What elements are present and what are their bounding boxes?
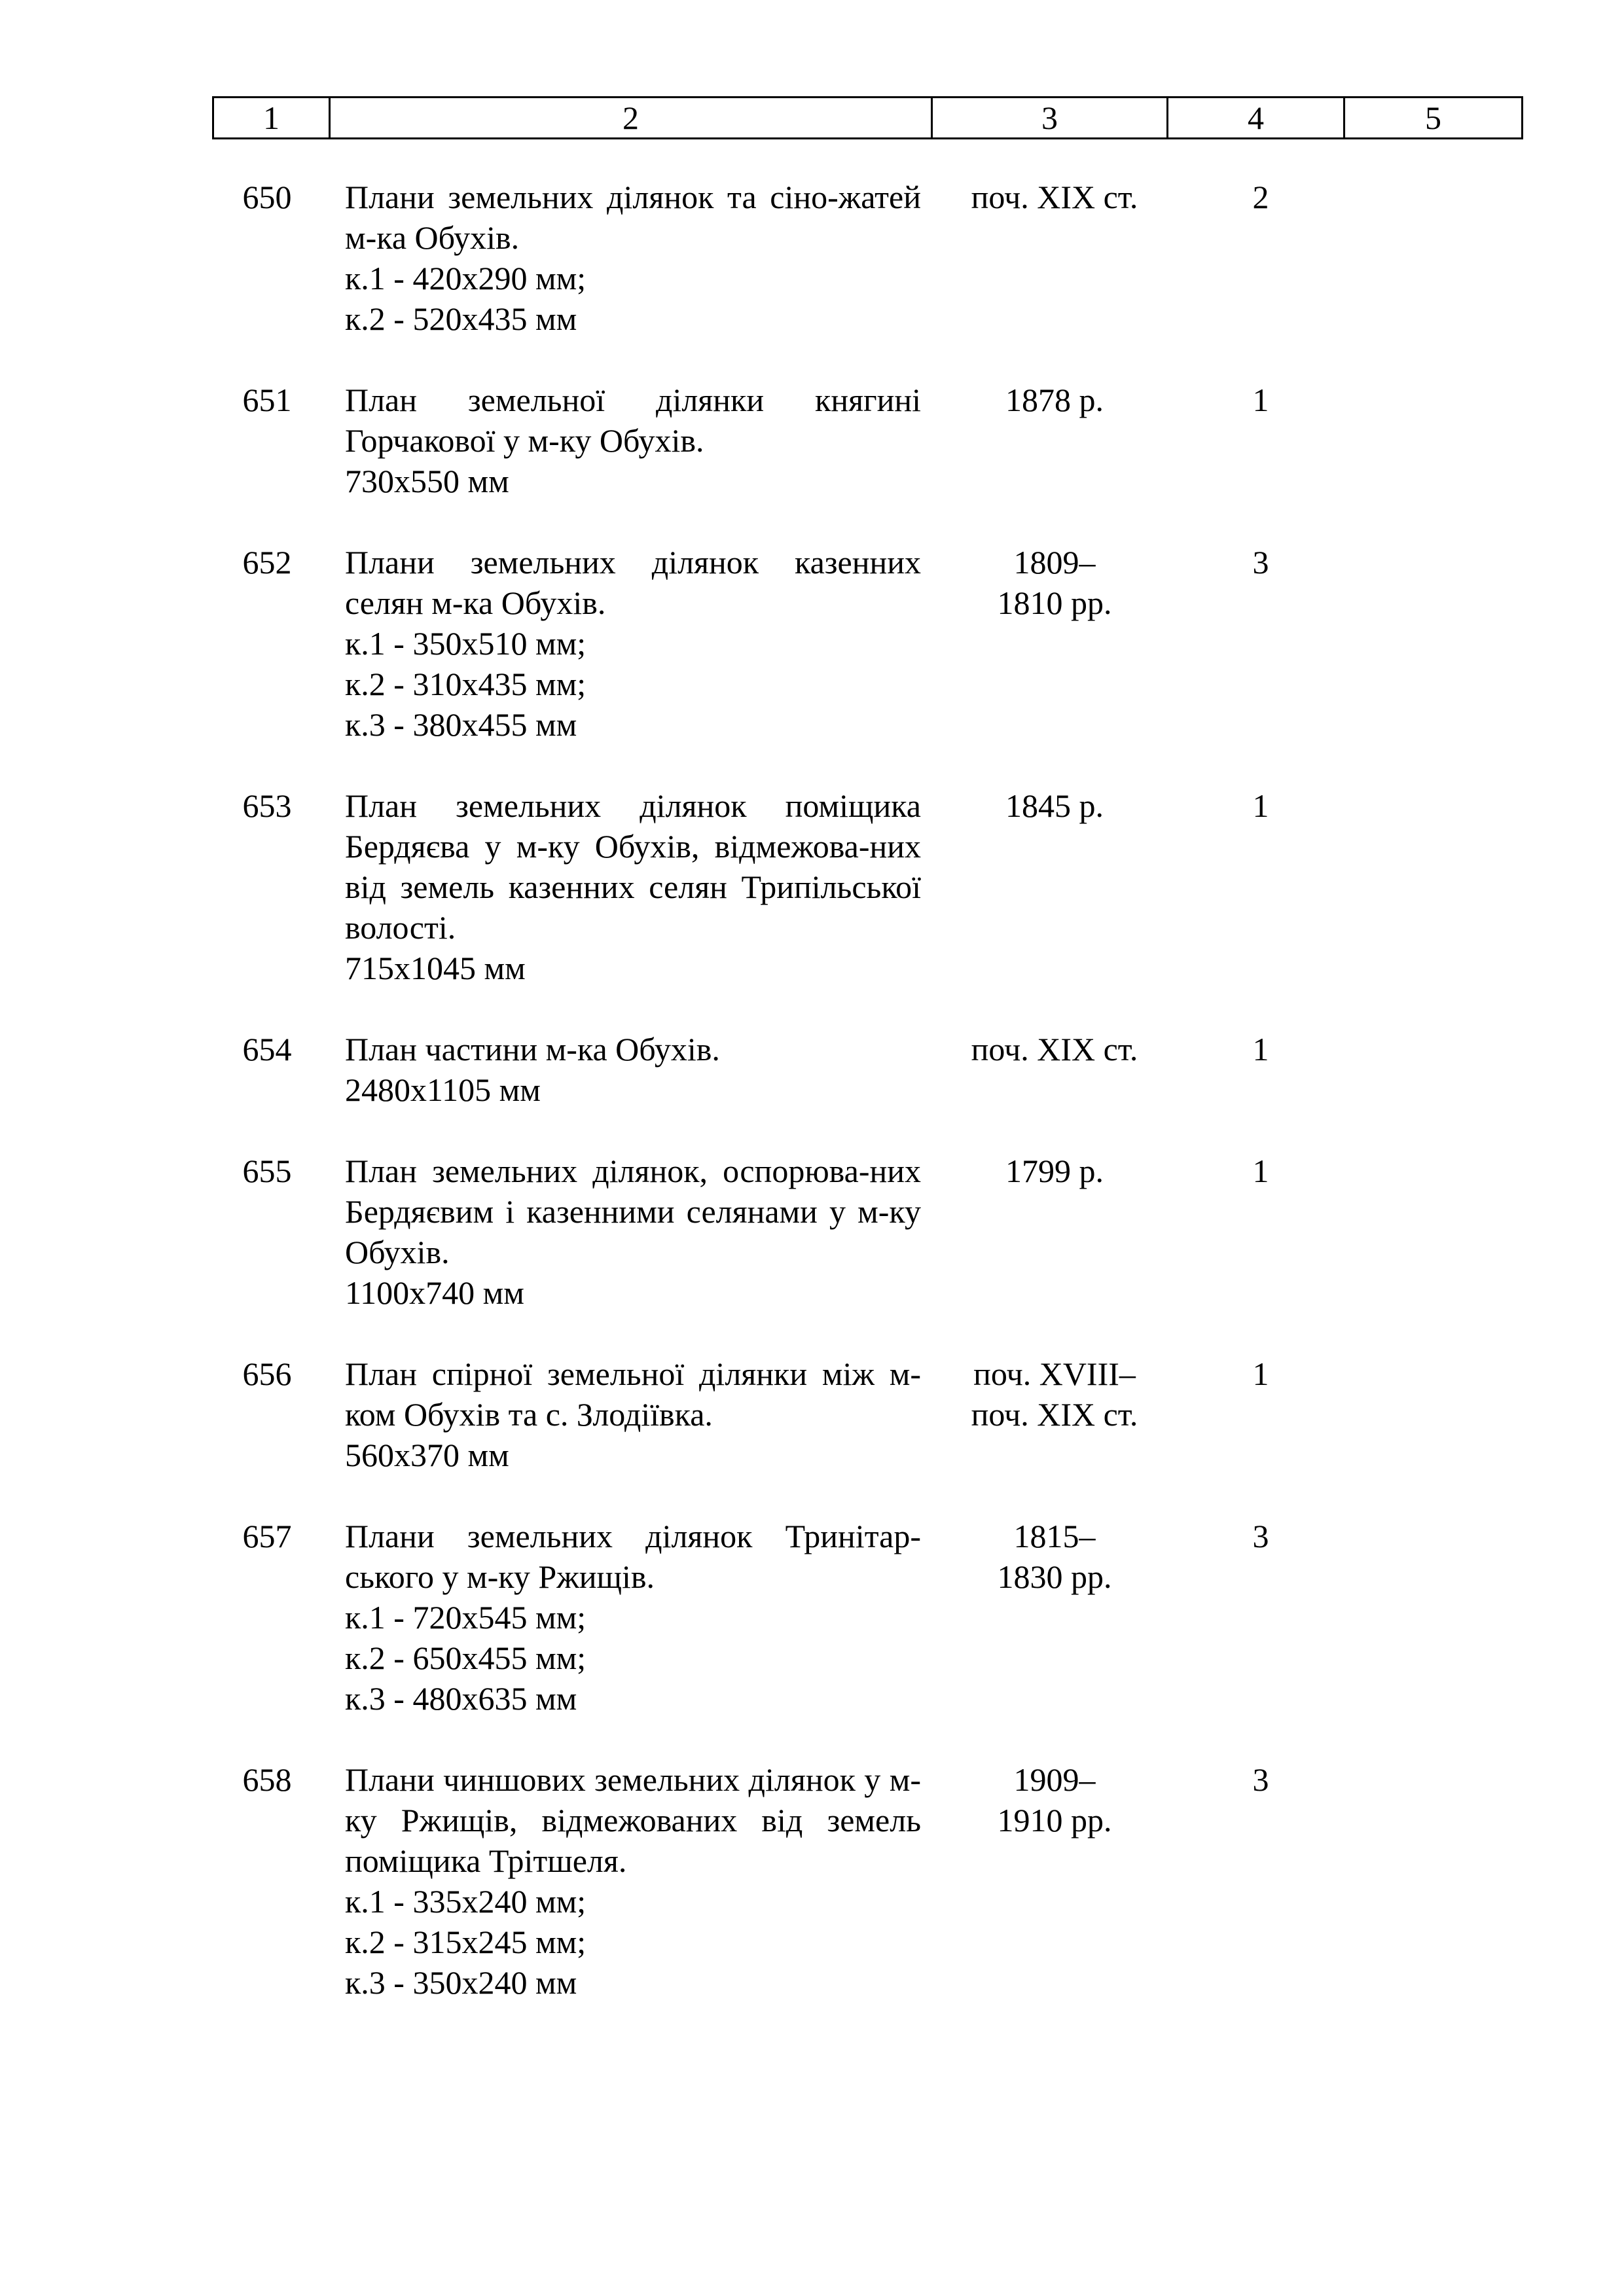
- entry-number: 653: [242, 787, 292, 824]
- entry-sheet-count: 2: [1252, 179, 1269, 215]
- entry-dimensions: к.3 - 350x240 мм: [345, 1964, 577, 2001]
- entry-description-cell: [345, 380, 921, 501]
- entry-description: План спірної земельної ділянки між м-ком Обухів та с. Злодіївка.: [345, 1355, 921, 1433]
- entries-list: [0, 177, 1624, 2043]
- entry-date: 1910 рр.: [997, 1802, 1112, 1839]
- entry-date-cell: [937, 1516, 1172, 1597]
- entry-description-cell: [345, 1029, 921, 1110]
- column-header-2: 2: [330, 98, 932, 139]
- list-item: [0, 1516, 1624, 1719]
- entry-date-cell: [937, 1354, 1172, 1435]
- entry-dimensions: 560x370 мм: [345, 1437, 509, 1473]
- entry-date-cell: [937, 177, 1172, 217]
- column-header-4: 4: [1168, 98, 1344, 139]
- entry-description: Плани земельних ділянок Тринітар-ського у м-ку Ржищів.: [345, 1518, 921, 1595]
- list-item: [0, 1029, 1624, 1110]
- entry-date: поч. XIX ст.: [971, 179, 1138, 215]
- column-header-5: 5: [1344, 98, 1523, 139]
- entry-number: 657: [242, 1518, 292, 1554]
- entry-dimensions: к.3 - 480x635 мм: [345, 1680, 577, 1717]
- entry-description: План земельних ділянок, оспорюва-них Бердяєвим і казенними селянами у м-ку Обухів.: [345, 1153, 921, 1270]
- entry-description: Плани чиншових земельних ділянок у м-ку Ржищів, відмежованих від земель поміщика Трітшеля.: [345, 1761, 921, 1879]
- list-item: [0, 1151, 1624, 1313]
- entry-dimensions: к.2 - 520x435 мм: [345, 300, 577, 337]
- column-header-table: [212, 96, 1523, 139]
- entry-number: 658: [242, 1761, 292, 1798]
- entry-number: 650: [242, 179, 292, 215]
- entry-sheet-count: 1: [1252, 787, 1269, 824]
- entry-date-cell: [937, 785, 1172, 826]
- entry-sheet-count: 3: [1252, 544, 1269, 581]
- entry-dimensions: 715x1045 мм: [345, 950, 526, 986]
- list-item: [0, 1354, 1624, 1475]
- list-item: [0, 380, 1624, 501]
- entry-description-cell: [345, 1151, 921, 1313]
- column-header-row: [213, 98, 1523, 139]
- entry-sheet-count: 1: [1252, 1153, 1269, 1189]
- column-header-1: 1: [213, 98, 330, 139]
- entry-dimensions: к.3 - 380x455 мм: [345, 706, 577, 743]
- list-item: [0, 785, 1624, 988]
- entry-number: 656: [242, 1355, 292, 1392]
- entry-dimensions: 730x550 мм: [345, 463, 509, 499]
- entry-description: План земельних ділянок поміщика Бердяєва у м-ку Обухів, відмежова-них від земель казенних селян Трипільської волості.: [345, 787, 921, 946]
- entry-date-cell: [937, 1759, 1172, 1840]
- entry-dimensions: к.1 - 335x240 мм;: [345, 1883, 586, 1920]
- entry-dimensions: 1100x740 мм: [345, 1274, 524, 1311]
- column-header-3: 3: [932, 98, 1168, 139]
- entry-number: 655: [242, 1153, 292, 1189]
- entry-sheet-count: 3: [1252, 1518, 1269, 1554]
- entry-date-cell: [937, 542, 1172, 623]
- list-item: [0, 177, 1624, 339]
- entry-description: Плани земельних ділянок казенних селян м-ка Обухів.: [345, 544, 921, 621]
- entry-date: поч. XVIII–: [973, 1355, 1136, 1392]
- entry-date: 1909–: [1013, 1761, 1096, 1798]
- entry-date: 1815–: [1013, 1518, 1096, 1554]
- entry-dimensions: к.1 - 350x510 мм;: [345, 625, 586, 662]
- entry-date: поч. XIX ст.: [971, 1031, 1138, 1067]
- entry-sheet-count: 1: [1252, 1031, 1269, 1067]
- entry-date-cell: [937, 380, 1172, 420]
- entry-description-cell: [345, 1354, 921, 1475]
- entry-number: 654: [242, 1031, 292, 1067]
- entry-dimensions: к.2 - 310x435 мм;: [345, 666, 586, 702]
- entry-date: 1810 рр.: [997, 584, 1112, 621]
- entry-date: 1799 р.: [1005, 1153, 1104, 1189]
- entry-number: 651: [242, 382, 292, 418]
- entry-date: поч. XIX ст.: [971, 1396, 1138, 1433]
- entry-date: 1878 р.: [1005, 382, 1104, 418]
- entry-dimensions: к.2 - 650x455 мм;: [345, 1640, 586, 1676]
- entry-description-cell: [345, 542, 921, 745]
- entry-date: 1845 р.: [1005, 787, 1104, 824]
- entry-date: 1809–: [1013, 544, 1096, 581]
- entry-description-cell: [345, 1516, 921, 1719]
- entry-number: 652: [242, 544, 292, 581]
- entry-date: 1830 рр.: [997, 1558, 1112, 1595]
- entry-dimensions: к.1 - 720x545 мм;: [345, 1599, 586, 1636]
- list-item: [0, 1759, 1624, 2003]
- entry-description-cell: [345, 785, 921, 988]
- entry-description-cell: [345, 1759, 921, 2003]
- entry-date-cell: [937, 1029, 1172, 1069]
- entry-description: План частини м-ка Обухів.: [345, 1031, 720, 1067]
- entry-description-cell: [345, 177, 921, 339]
- entry-description: Плани земельних ділянок та сіно-жатей м-ка Обухів.: [345, 179, 921, 256]
- entry-sheet-count: 1: [1252, 382, 1269, 418]
- entry-sheet-count: 1: [1252, 1355, 1269, 1392]
- entry-dimensions: 2480x1105 мм: [345, 1071, 541, 1108]
- list-item: [0, 542, 1624, 745]
- entry-dimensions: к.2 - 315x245 мм;: [345, 1924, 586, 1960]
- entry-dimensions: к.1 - 420x290 мм;: [345, 260, 586, 296]
- entry-description: План земельної ділянки княгині Горчакової у м-ку Обухів.: [345, 382, 921, 459]
- entry-date-cell: [937, 1151, 1172, 1191]
- entry-sheet-count: 3: [1252, 1761, 1269, 1798]
